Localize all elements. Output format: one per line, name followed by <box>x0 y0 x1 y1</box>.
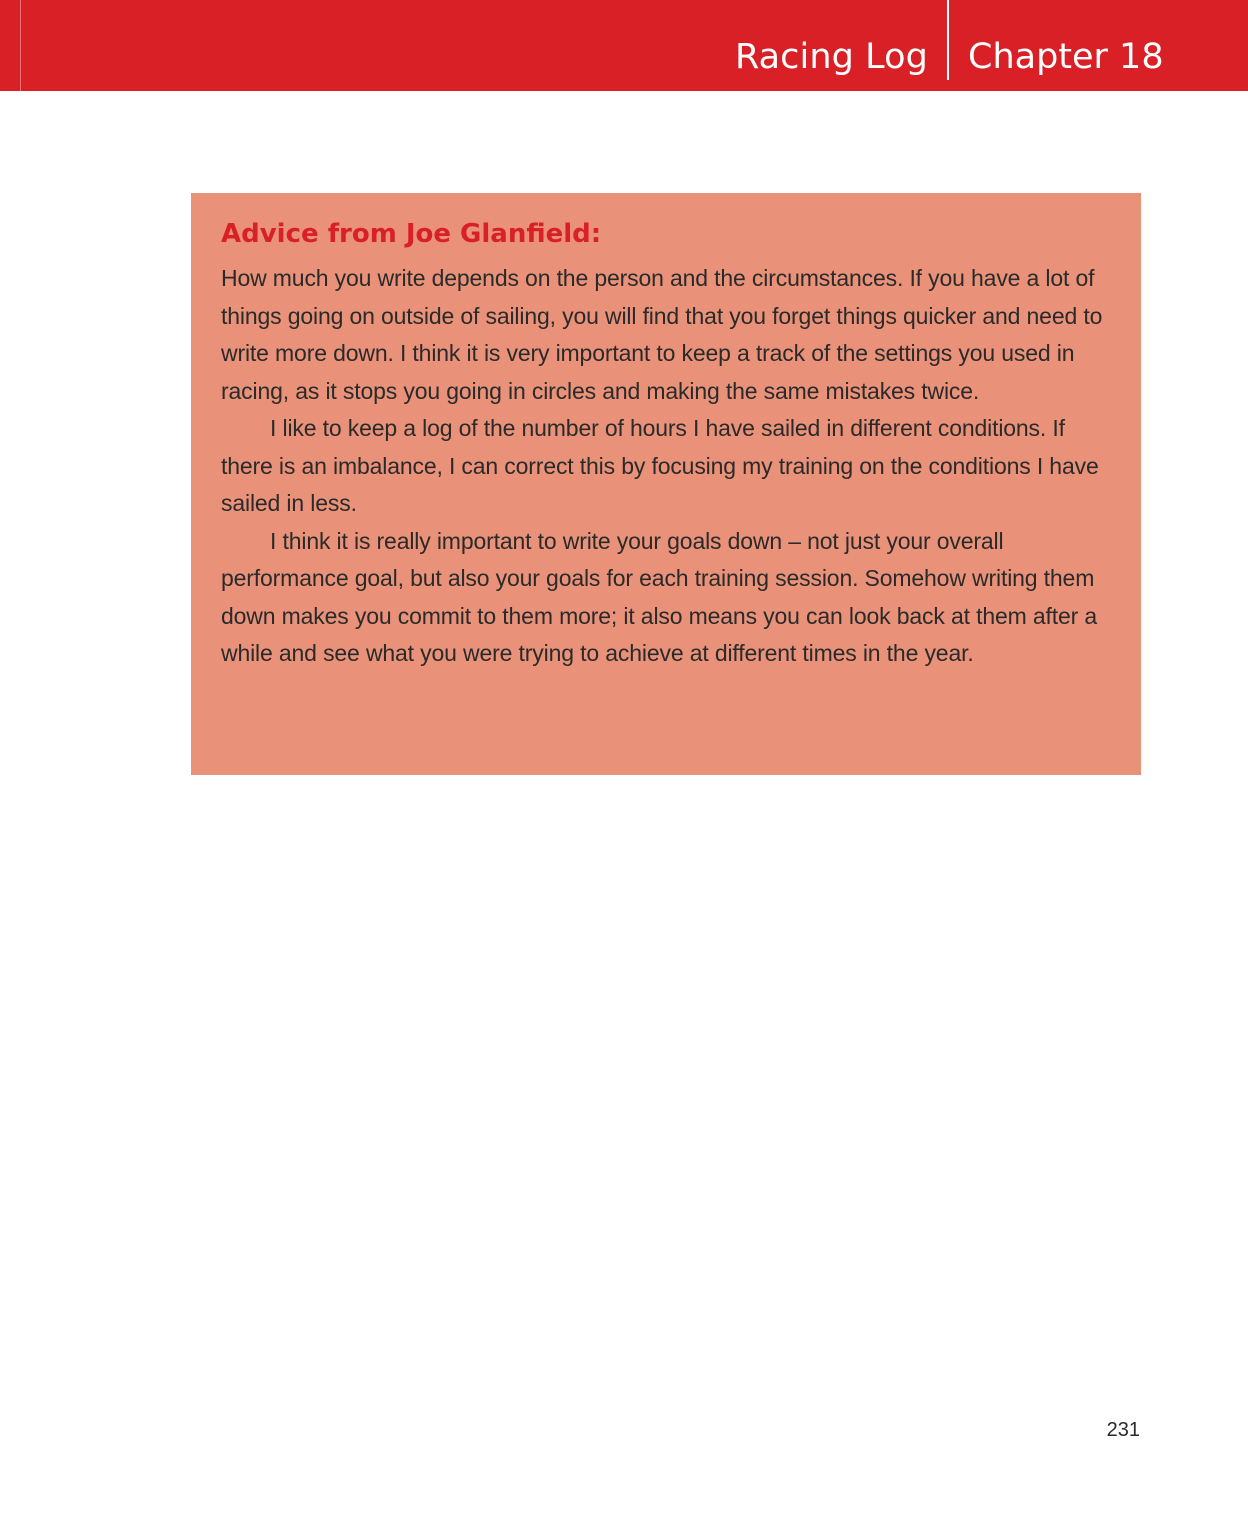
chapter-header-band <box>0 0 1248 91</box>
advice-callout-box <box>191 193 1141 775</box>
advice-paragraph-2: I like to keep a log of the number of hours I have sailed in different conditions. If there is an imbalance, I can correct this by focusing my training on the conditions I have sailed in less. <box>221 415 1099 516</box>
page-number: 231 <box>1106 1419 1140 1441</box>
running-head-chapter-label: Chapter 18 <box>968 37 1164 77</box>
running-head-section-title: Racing Log <box>734 37 928 77</box>
header-edge-line <box>20 0 21 91</box>
advice-paragraph-3: I think it is really important to write your goals down – not just your overall performance goal, but also your goals for each training session. Somehow writing them down makes you commit to them more; it also means you can look back at them after a while and see what you were trying to achieve at different times in the year. <box>221 527 1098 666</box>
header-divider <box>947 0 949 80</box>
advice-paragraph-1: How much you write depends on the person and the circumstances. If you have a lot of things going on outside of sailing, you will find that you forget things quicker and need to write more down. I think it is very important to keep a track of the settings you used in racing, as it stops you going in circles and making the same mistakes twice. <box>221 265 1103 404</box>
advice-heading: Advice from Joe Glanfield: <box>221 219 602 249</box>
